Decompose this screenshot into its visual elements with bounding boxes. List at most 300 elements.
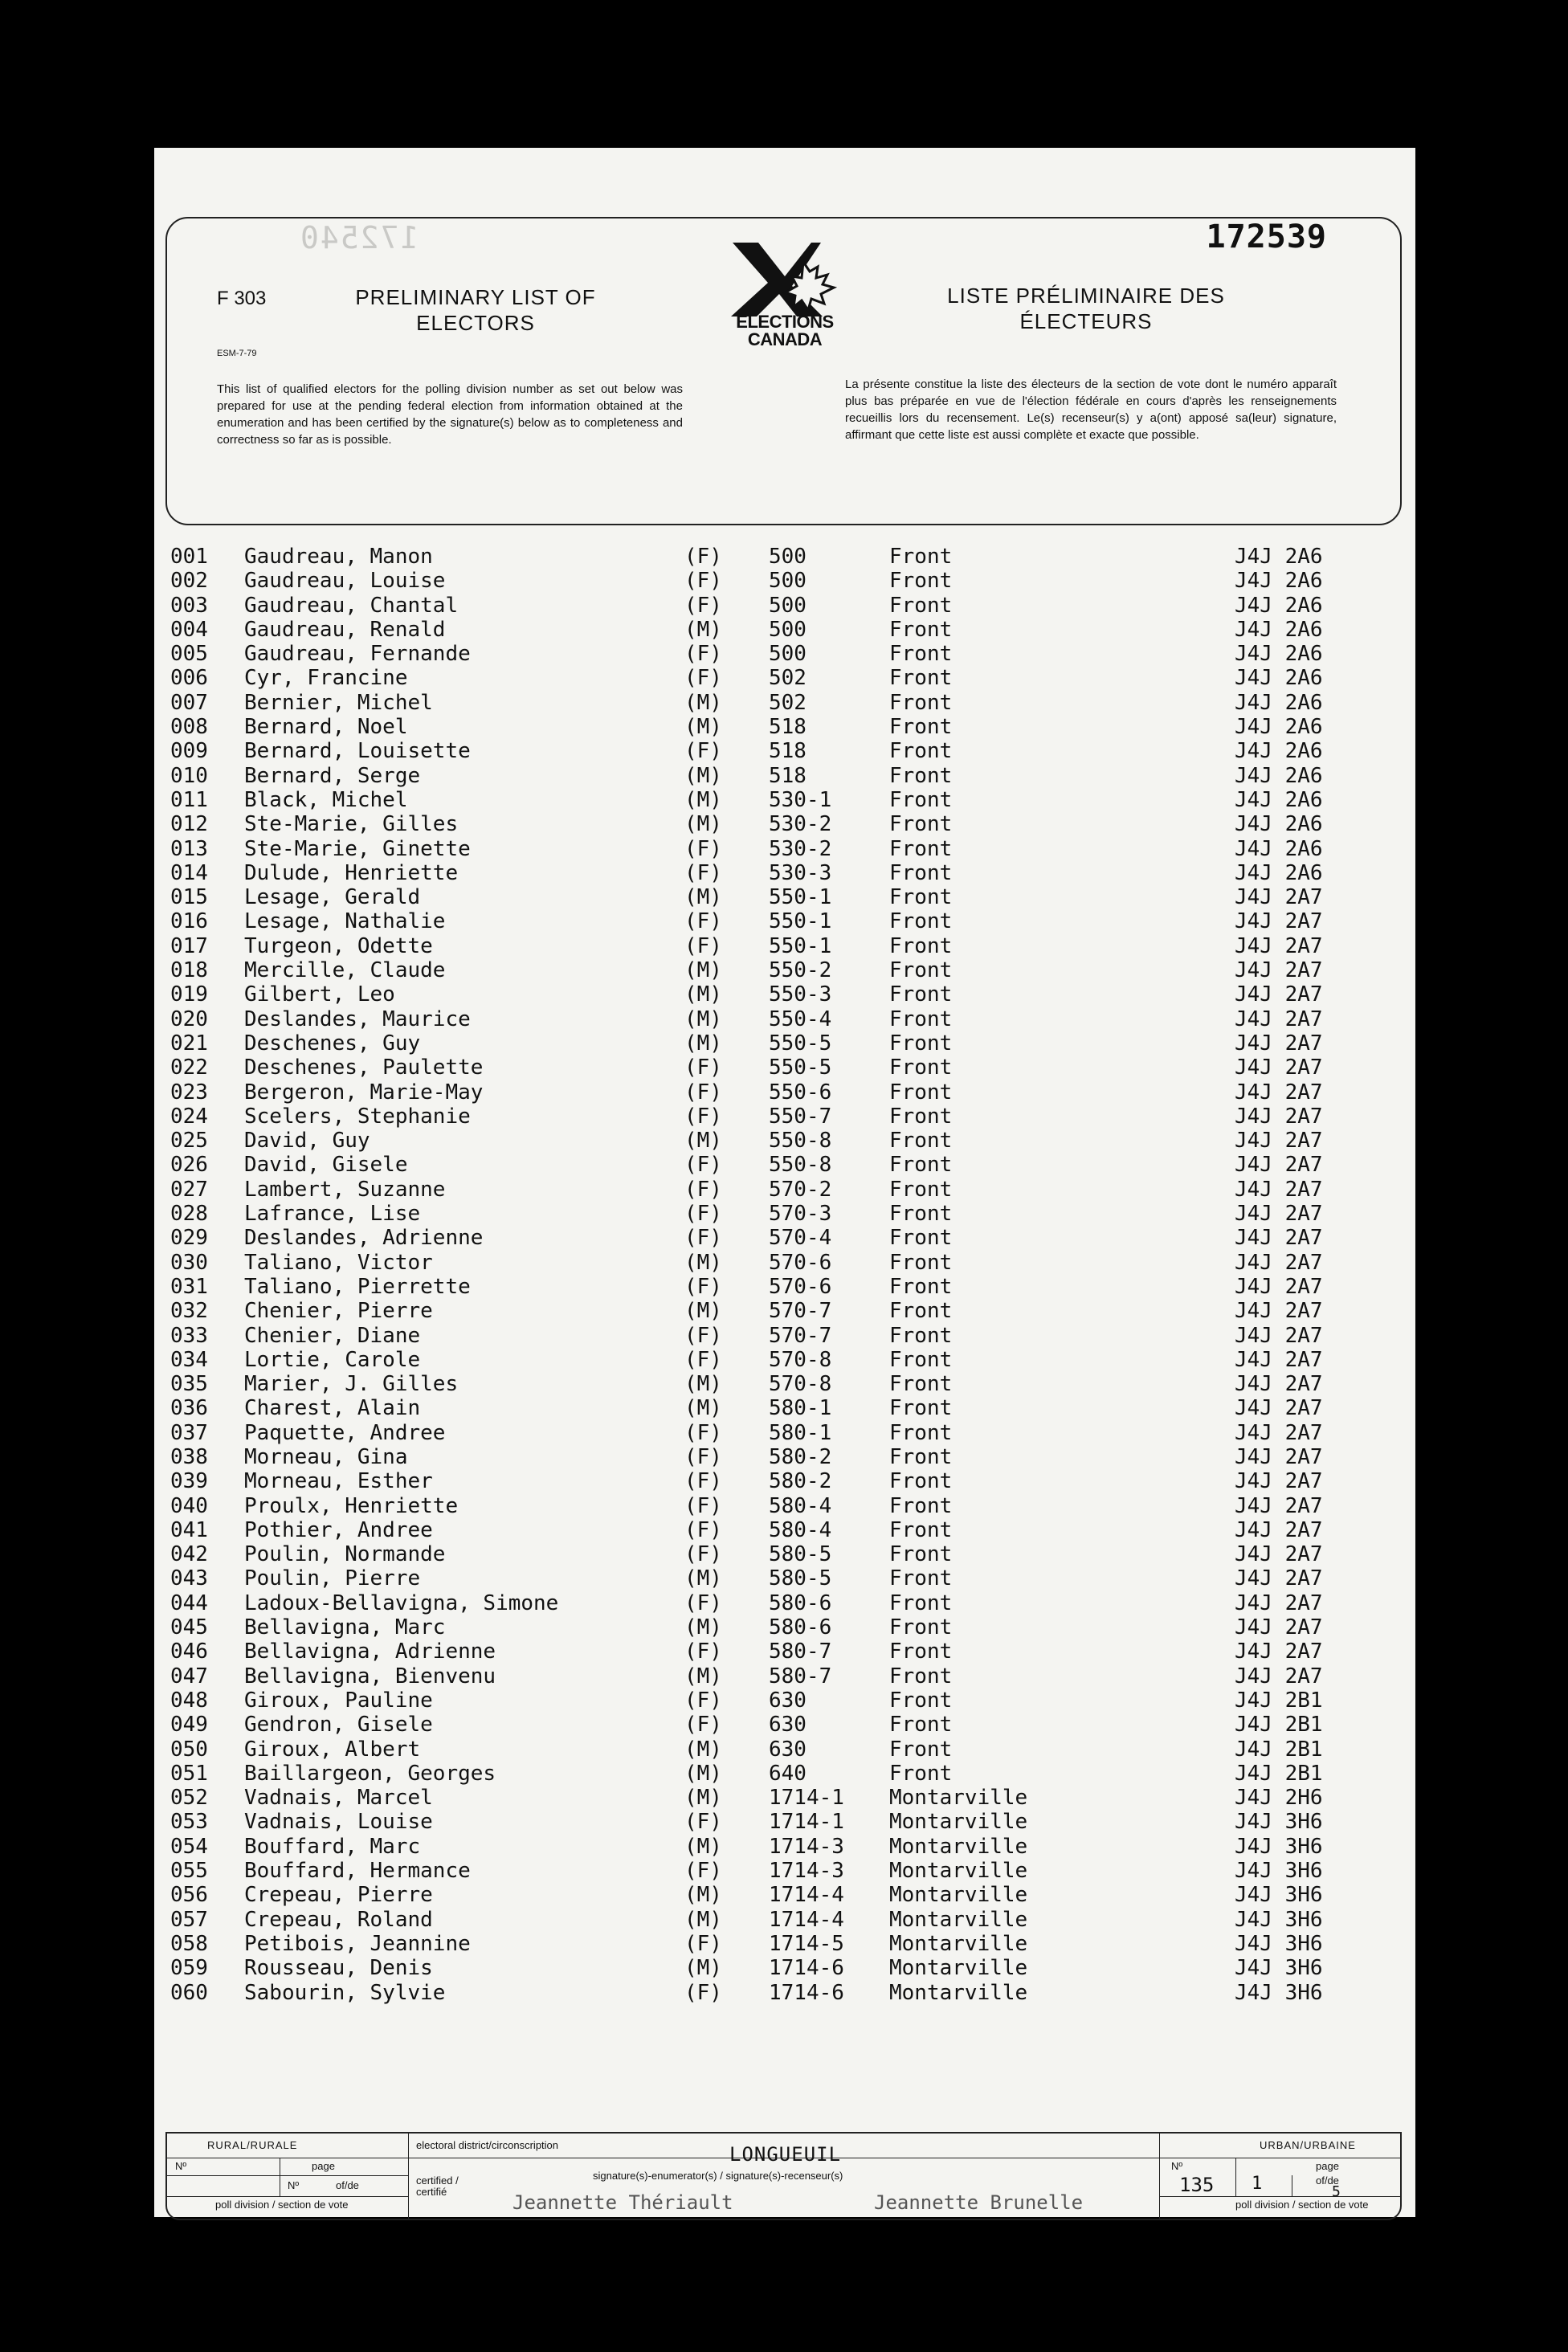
elector-street: Front	[889, 787, 953, 812]
elector-sex: (F)	[684, 1517, 722, 1542]
elector-postal-code: J4J 2A7	[1235, 1469, 1323, 1494]
elector-sex: (F)	[684, 1859, 722, 1884]
elector-number: 049	[170, 1713, 208, 1737]
elector-postal-code: J4J 3H6	[1235, 1859, 1323, 1884]
elector-sex: (M)	[684, 1007, 722, 1031]
elector-civic-number: 570-3	[769, 1202, 832, 1227]
elector-postal-code: J4J 2B1	[1235, 1688, 1323, 1713]
elector-postal-code: J4J 2A6	[1235, 836, 1323, 861]
table-row	[170, 666, 1375, 690]
table-row	[170, 1883, 1375, 1907]
elector-sex: (F)	[684, 1080, 722, 1105]
elector-number: 030	[170, 1250, 208, 1275]
table-row	[170, 1372, 1375, 1396]
table-row	[170, 837, 1375, 861]
elector-number: 014	[170, 860, 208, 885]
elector-street: Front	[889, 1007, 953, 1031]
table-row	[170, 1299, 1375, 1323]
elector-name: Bellavigna, Bienvenu	[244, 1664, 496, 1688]
elector-sex: (F)	[684, 1469, 722, 1494]
elector-postal-code: J4J 2A6	[1235, 666, 1323, 691]
elector-postal-code: J4J 2A7	[1235, 1615, 1323, 1640]
elector-name: Cyr, Francine	[244, 666, 408, 691]
elector-name: Crepeau, Pierre	[244, 1883, 433, 1908]
elector-civic-number: 530-2	[769, 812, 832, 837]
elector-civic-number: 570-4	[769, 1226, 832, 1251]
elector-street: Front	[889, 1299, 953, 1324]
elector-street: Front	[889, 642, 953, 667]
elector-postal-code: J4J 2A7	[1235, 1396, 1323, 1421]
elector-number: 021	[170, 1031, 208, 1056]
elector-street: Front	[889, 593, 953, 618]
table-row	[170, 545, 1375, 569]
elector-postal-code: J4J 2A7	[1235, 958, 1323, 983]
elector-civic-number: 570-8	[769, 1347, 832, 1372]
table-row	[170, 1688, 1375, 1713]
elector-civic-number: 580-6	[769, 1590, 832, 1615]
elector-number: 059	[170, 1956, 208, 1981]
elector-name: Poulin, Pierre	[244, 1566, 421, 1591]
elector-number: 023	[170, 1080, 208, 1105]
elector-civic-number: 550-1	[769, 909, 832, 934]
elector-name: Lesage, Nathalie	[244, 909, 446, 934]
table-row	[170, 1445, 1375, 1469]
elector-civic-number: 518	[769, 739, 806, 764]
elector-civic-number: 580-5	[769, 1566, 832, 1591]
elector-civic-number: 580-2	[769, 1469, 832, 1494]
elector-number: 028	[170, 1202, 208, 1227]
elector-sex: (F)	[684, 1493, 722, 1518]
elector-number: 008	[170, 715, 208, 740]
elector-number: 010	[170, 763, 208, 788]
elector-number: 013	[170, 836, 208, 861]
elector-postal-code: J4J 2A7	[1235, 1493, 1323, 1518]
elector-postal-code: J4J 2A7	[1235, 933, 1323, 958]
table-row	[170, 1518, 1375, 1542]
table-row	[170, 1835, 1375, 1859]
table-row	[170, 739, 1375, 763]
table-row	[170, 594, 1375, 618]
elector-civic-number: 580-4	[769, 1517, 832, 1542]
elector-name: Ste-Marie, Gilles	[244, 812, 459, 837]
elector-sex: (F)	[684, 1323, 722, 1348]
elector-number: 055	[170, 1859, 208, 1884]
elector-name: David, Guy	[244, 1129, 370, 1154]
elector-name: Gendron, Gisele	[244, 1713, 433, 1737]
elector-postal-code: J4J 2A7	[1235, 1566, 1323, 1591]
elector-sex: (F)	[684, 1202, 722, 1227]
elector-name: Gaudreau, Renald	[244, 617, 446, 642]
elector-name: Rousseau, Denis	[244, 1956, 433, 1981]
note-english: This list of qualified electors for the polling division number as set out below was prepared for use at the pending federal election from information obtained at the enumeration and has been certified by the signature(s) below as to completeness and correctness so far as is possible.	[217, 382, 683, 447]
elector-civic-number: 550-8	[769, 1153, 832, 1178]
elector-street: Montarville	[889, 1931, 1028, 1956]
elector-number: 032	[170, 1299, 208, 1324]
elector-sex: (M)	[684, 1907, 722, 1932]
rural-page-label: page	[312, 2160, 335, 2172]
elector-postal-code: J4J 2A7	[1235, 1420, 1323, 1445]
elector-postal-code: J4J 2A7	[1235, 1031, 1323, 1056]
elector-civic-number: 630	[769, 1737, 806, 1762]
elector-name: Gaudreau, Chantal	[244, 593, 459, 618]
elector-name: Chenier, Diane	[244, 1323, 421, 1348]
elector-name: Mercille, Claude	[244, 958, 446, 983]
elector-name: Marier, J. Gilles	[244, 1372, 459, 1397]
elector-number: 051	[170, 1761, 208, 1786]
elector-number: 009	[170, 739, 208, 764]
elector-civic-number: 570-2	[769, 1177, 832, 1202]
table-row	[170, 885, 1375, 909]
elector-number: 054	[170, 1834, 208, 1859]
elector-postal-code: J4J 2A7	[1235, 1590, 1323, 1615]
elector-number: 058	[170, 1931, 208, 1956]
table-row	[170, 569, 1375, 593]
elector-number: 038	[170, 1444, 208, 1469]
elector-civic-number: 518	[769, 715, 806, 740]
elector-postal-code: J4J 3H6	[1235, 1834, 1323, 1859]
elector-sex: (F)	[684, 1104, 722, 1129]
elector-number: 002	[170, 569, 208, 594]
district-label: electoral district/circonscription	[416, 2139, 559, 2151]
elector-street: Front	[889, 1323, 953, 1348]
elector-number: 006	[170, 666, 208, 691]
rural-label: RURAL/RURALE	[207, 2139, 298, 2151]
note-french: La présente constitue la liste des électeurs de la section de vote dont le numéro apparaît plus bas préparée en vue de l'élection fédérale en cours d'après les renseignements recueillis lors du recensement. Le(s) recenseur(s) y a(ont) apposé sa(leur) signature, affirmant que cette liste est aussi complète et exacte que possible.	[845, 378, 1337, 442]
elector-number: 033	[170, 1323, 208, 1348]
elector-name: Lambert, Suzanne	[244, 1177, 446, 1202]
urban-no-label: Nº	[1171, 2160, 1183, 2172]
ghost-serial: 172540	[299, 220, 419, 255]
district-value: LONGUEUIL	[729, 2143, 842, 2166]
elector-street: Front	[889, 1713, 953, 1737]
elector-sex: (F)	[684, 593, 722, 618]
elector-civic-number: 550-3	[769, 982, 832, 1007]
elector-number: 007	[170, 690, 208, 715]
elector-street: Front	[889, 666, 953, 691]
elector-civic-number: 550-5	[769, 1056, 832, 1080]
elector-postal-code: J4J 2H6	[1235, 1786, 1323, 1811]
elector-street: Front	[889, 1274, 953, 1299]
elector-number: 020	[170, 1007, 208, 1031]
elector-sex: (F)	[684, 1226, 722, 1251]
elector-sex: (F)	[684, 1347, 722, 1372]
elector-name: Sabourin, Sylvie	[244, 1980, 446, 2005]
elector-name: Gilbert, Leo	[244, 982, 395, 1007]
elector-sex: (M)	[684, 1372, 722, 1397]
form-code: F 303	[217, 288, 267, 309]
elector-sex: (M)	[684, 787, 722, 812]
elector-street: Front	[889, 1420, 953, 1445]
elector-street: Front	[889, 1056, 953, 1080]
elector-postal-code: J4J 3H6	[1235, 1931, 1323, 1956]
signature-label: signature(s)-enumerator(s) / signature(s)-recenseur(s)	[593, 2170, 843, 2182]
elector-sex: (F)	[684, 1542, 722, 1567]
logo-wordmark: ELECTIONS CANADA	[736, 312, 834, 349]
elector-postal-code: J4J 2A7	[1235, 1542, 1323, 1567]
elector-street: Front	[889, 1737, 953, 1762]
elector-sex: (F)	[684, 1153, 722, 1178]
table-row	[170, 1713, 1375, 1737]
urban-page-value: 1	[1252, 2174, 1263, 2194]
elector-street: Front	[889, 860, 953, 885]
elector-street: Front	[889, 909, 953, 934]
elector-street: Front	[889, 1469, 953, 1494]
elector-postal-code: J4J 2A6	[1235, 569, 1323, 594]
table-row	[170, 1932, 1375, 1956]
table-row	[170, 1956, 1375, 1980]
elector-sex: (M)	[684, 1664, 722, 1688]
elector-sex: (F)	[684, 739, 722, 764]
elector-sex: (M)	[684, 1299, 722, 1324]
table-row	[170, 982, 1375, 1007]
elector-name: Dulude, Henriette	[244, 860, 459, 885]
rural-no2-label: Nº	[288, 2179, 300, 2191]
rural-of-label: of/de	[336, 2179, 359, 2191]
elector-number: 004	[170, 617, 208, 642]
elector-street: Front	[889, 1664, 953, 1688]
elector-street: Montarville	[889, 1980, 1028, 2005]
elector-postal-code: J4J 2A7	[1235, 909, 1323, 934]
elector-number: 003	[170, 593, 208, 618]
elector-postal-code: J4J 2A6	[1235, 690, 1323, 715]
elector-name: Crepeau, Roland	[244, 1907, 433, 1932]
elector-street: Front	[889, 739, 953, 764]
table-row	[170, 958, 1375, 982]
elector-number: 015	[170, 885, 208, 910]
elector-postal-code: J4J 2A6	[1235, 763, 1323, 788]
elector-street: Montarville	[889, 1956, 1028, 1981]
elector-civic-number: 570-6	[769, 1250, 832, 1275]
elector-postal-code: J4J 2A6	[1235, 642, 1323, 667]
table-row	[170, 1859, 1375, 1883]
elector-sex: (M)	[684, 1956, 722, 1981]
elector-sex: (M)	[684, 1129, 722, 1154]
elector-sex: (F)	[684, 1056, 722, 1080]
elector-name: Bellavigna, Adrienne	[244, 1639, 496, 1664]
elector-name: Bernier, Michel	[244, 690, 433, 715]
elector-name: Vadnais, Louise	[244, 1810, 433, 1835]
urban-of-value: 5	[1332, 2183, 1341, 2200]
serial-number: 172539	[1206, 218, 1327, 255]
elector-civic-number: 630	[769, 1688, 806, 1713]
elector-postal-code: J4J 2A6	[1235, 617, 1323, 642]
elector-street: Front	[889, 1129, 953, 1154]
urban-of-label: of/de	[1316, 2174, 1339, 2187]
elector-name: Deslandes, Maurice	[244, 1007, 471, 1031]
table-row	[170, 1275, 1375, 1299]
elector-street: Front	[889, 715, 953, 740]
table-row	[170, 1178, 1375, 1202]
elector-name: Gaudreau, Manon	[244, 545, 433, 569]
table-row	[170, 1202, 1375, 1226]
elector-street: Front	[889, 1104, 953, 1129]
elector-postal-code: J4J 2A7	[1235, 1299, 1323, 1324]
table-row	[170, 1007, 1375, 1031]
elector-postal-code: J4J 2A7	[1235, 885, 1323, 910]
elector-postal-code: J4J 2A7	[1235, 1639, 1323, 1664]
table-row	[170, 1421, 1375, 1445]
elector-street: Front	[889, 1031, 953, 1056]
title-english: PRELIMINARY LIST OF ELECTORS	[355, 285, 596, 335]
elector-civic-number: 518	[769, 763, 806, 788]
table-row	[170, 1105, 1375, 1129]
signature-1: Jeannette Thériault	[512, 2191, 733, 2214]
table-row	[170, 1348, 1375, 1372]
elector-number: 031	[170, 1274, 208, 1299]
elector-number: 057	[170, 1907, 208, 1932]
elector-number: 044	[170, 1590, 208, 1615]
elector-street: Front	[889, 569, 953, 594]
elector-postal-code: J4J 2A7	[1235, 1080, 1323, 1105]
table-row	[170, 861, 1375, 885]
elector-number: 045	[170, 1615, 208, 1640]
table-row	[170, 1129, 1375, 1153]
elector-list-sheet	[154, 148, 1415, 2217]
elector-number: 039	[170, 1469, 208, 1494]
elector-street: Montarville	[889, 1883, 1028, 1908]
elector-street: Montarville	[889, 1859, 1028, 1884]
elector-civic-number: 640	[769, 1761, 806, 1786]
elector-civic-number: 502	[769, 666, 806, 691]
elector-postal-code: J4J 2A7	[1235, 1202, 1323, 1227]
elector-civic-number: 630	[769, 1713, 806, 1737]
elector-name: Ladoux-Bellavigna, Simone	[244, 1590, 559, 1615]
title-french: LISTE PRÉLIMINAIRE DES ÉLECTEURS	[947, 284, 1225, 333]
elector-sex: (M)	[684, 1031, 722, 1056]
elector-civic-number: 500	[769, 593, 806, 618]
elector-sex: (M)	[684, 617, 722, 642]
elector-civic-number: 500	[769, 569, 806, 594]
elector-name: Proulx, Henriette	[244, 1493, 459, 1518]
elector-postal-code: J4J 3H6	[1235, 1883, 1323, 1908]
elector-street: Front	[889, 885, 953, 910]
elector-street: Front	[889, 1517, 953, 1542]
table-row	[170, 1615, 1375, 1639]
elector-number: 019	[170, 982, 208, 1007]
elector-street: Front	[889, 982, 953, 1007]
elector-sex: (M)	[684, 1250, 722, 1275]
elector-postal-code: J4J 2B1	[1235, 1737, 1323, 1762]
elector-number: 011	[170, 787, 208, 812]
table-row	[170, 618, 1375, 642]
table-row	[170, 642, 1375, 666]
table-row	[170, 1786, 1375, 1810]
table-row	[170, 1908, 1375, 1932]
elector-number: 040	[170, 1493, 208, 1518]
elector-sex: (F)	[684, 1590, 722, 1615]
elector-civic-number: 1714-1	[769, 1786, 844, 1811]
elector-sex: (M)	[684, 1883, 722, 1908]
elector-civic-number: 1714-5	[769, 1931, 844, 1956]
elector-civic-number: 500	[769, 617, 806, 642]
elector-name: Morneau, Gina	[244, 1444, 408, 1469]
elector-civic-number: 530-2	[769, 836, 832, 861]
urban-label: URBAN/URBAINE	[1260, 2139, 1356, 2151]
elector-number: 034	[170, 1347, 208, 1372]
elector-sex: (F)	[684, 1274, 722, 1299]
elector-street: Front	[889, 1590, 953, 1615]
certified-label: certified / certifié	[416, 2174, 459, 2198]
elector-postal-code: J4J 2A6	[1235, 739, 1323, 764]
table-row	[170, 1469, 1375, 1493]
elector-postal-code: J4J 2A6	[1235, 545, 1323, 569]
elector-number: 024	[170, 1104, 208, 1129]
table-row	[170, 1056, 1375, 1080]
elector-sex: (M)	[684, 715, 722, 740]
elector-postal-code: J4J 2B1	[1235, 1761, 1323, 1786]
elector-postal-code: J4J 2A6	[1235, 860, 1323, 885]
elector-street: Front	[889, 1761, 953, 1786]
elector-postal-code: J4J 3H6	[1235, 1956, 1323, 1981]
elector-name: Giroux, Pauline	[244, 1688, 433, 1713]
elector-postal-code: J4J 3H6	[1235, 1980, 1323, 2005]
table-row	[170, 1664, 1375, 1688]
elector-number: 053	[170, 1810, 208, 1835]
elector-civic-number: 580-7	[769, 1639, 832, 1664]
table-row	[170, 1324, 1375, 1348]
elector-street: Front	[889, 1226, 953, 1251]
elector-name: Morneau, Esther	[244, 1469, 433, 1494]
elector-street: Montarville	[889, 1810, 1028, 1835]
table-row	[170, 764, 1375, 788]
elector-name: Chenier, Pierre	[244, 1299, 433, 1324]
elector-street: Front	[889, 763, 953, 788]
elector-civic-number: 580-2	[769, 1444, 832, 1469]
urban-page-label: page	[1316, 2160, 1339, 2172]
elector-street: Montarville	[889, 1907, 1028, 1932]
elector-street: Front	[889, 1250, 953, 1275]
elector-name: Lesage, Gerald	[244, 885, 421, 910]
elector-civic-number: 550-2	[769, 958, 832, 983]
elector-postal-code: J4J 2A7	[1235, 1444, 1323, 1469]
elector-civic-number: 502	[769, 690, 806, 715]
elector-postal-code: J4J 2A7	[1235, 982, 1323, 1007]
elector-street: Front	[889, 1493, 953, 1518]
elector-name: Bernard, Serge	[244, 763, 421, 788]
elector-number: 037	[170, 1420, 208, 1445]
table-row	[170, 1251, 1375, 1275]
elector-street: Front	[889, 1177, 953, 1202]
elector-name: Scelers, Stephanie	[244, 1104, 471, 1129]
table-row	[170, 934, 1375, 958]
elector-number: 018	[170, 958, 208, 983]
elector-sex: (M)	[684, 1761, 722, 1786]
elector-name: Paquette, Andree	[244, 1420, 446, 1445]
elector-name: David, Gisele	[244, 1153, 408, 1178]
elector-street: Front	[889, 1639, 953, 1664]
elector-number: 035	[170, 1372, 208, 1397]
elector-sex: (M)	[684, 763, 722, 788]
urban-poll-label: poll division / section de vote	[1235, 2199, 1369, 2211]
elector-name: Gaudreau, Fernande	[244, 642, 471, 667]
table-row	[170, 715, 1375, 739]
elector-sex: (M)	[684, 1786, 722, 1811]
elector-sex: (F)	[684, 545, 722, 569]
elector-sex: (F)	[684, 933, 722, 958]
elector-civic-number: 500	[769, 642, 806, 667]
elector-civic-number: 1714-6	[769, 1956, 844, 1981]
elector-number: 029	[170, 1226, 208, 1251]
table-row	[170, 1031, 1375, 1056]
table-row	[170, 1153, 1375, 1177]
elector-postal-code: J4J 2A6	[1235, 812, 1323, 837]
elector-name: Bellavigna, Marc	[244, 1615, 446, 1640]
rural-poll-label: poll division / section de vote	[215, 2199, 349, 2211]
elector-number: 022	[170, 1056, 208, 1080]
elector-street: Front	[889, 1566, 953, 1591]
elector-number: 036	[170, 1396, 208, 1421]
elector-civic-number: 550-1	[769, 885, 832, 910]
